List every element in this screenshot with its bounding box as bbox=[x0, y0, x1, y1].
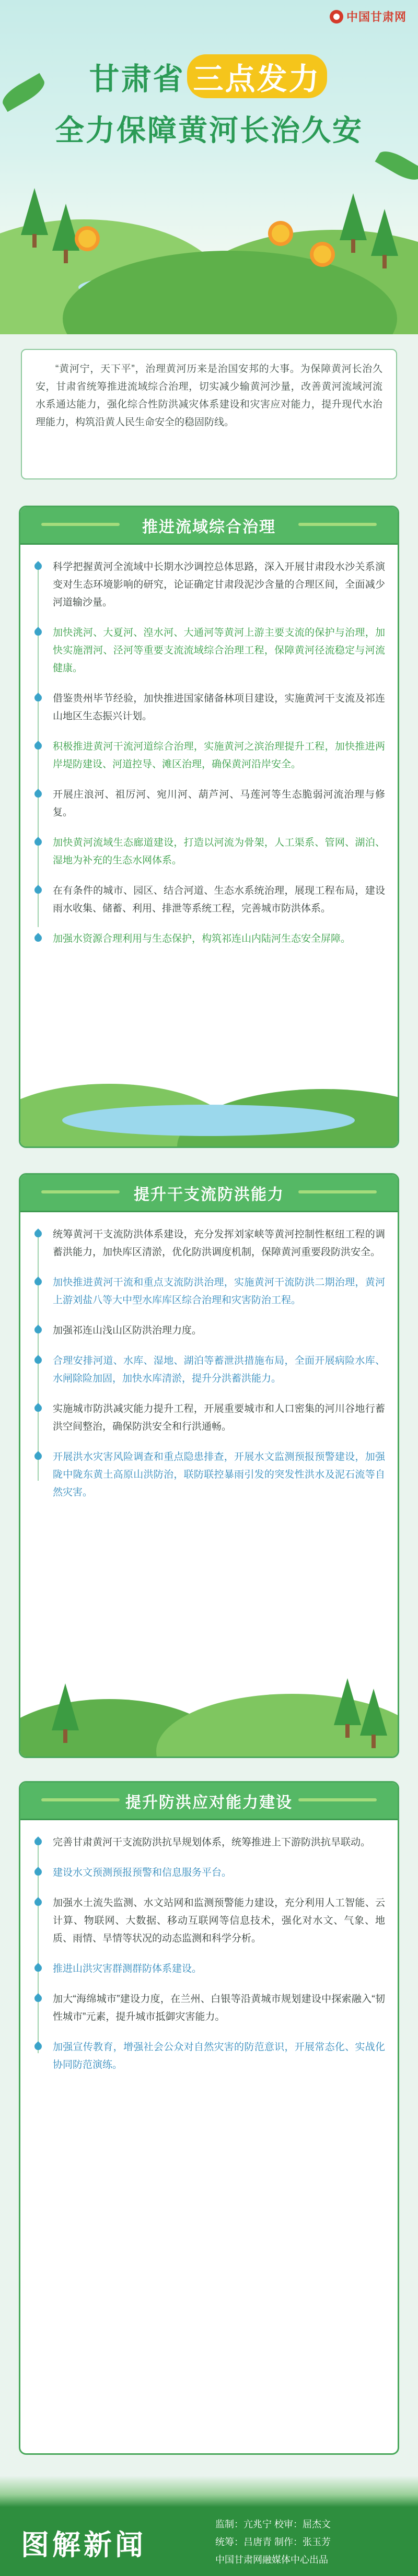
water-drop-icon bbox=[33, 1867, 43, 1879]
tree-icon bbox=[360, 1689, 387, 1736]
item-text: 加快黄河流域生态廊道建设，打造以河流为骨架，人工渠系、管网、湖泊、湿地为补充的生态水网体系。 bbox=[53, 837, 385, 866]
list-item bbox=[33, 882, 385, 918]
water-drop-icon bbox=[33, 789, 43, 801]
water-drop-icon bbox=[33, 1229, 43, 1240]
list-item bbox=[33, 558, 385, 612]
footer-grass-art bbox=[0, 2476, 418, 2507]
footer bbox=[0, 2476, 418, 2576]
list-item bbox=[33, 1834, 385, 1852]
logo-icon bbox=[330, 10, 343, 24]
section-body bbox=[20, 1820, 398, 2074]
headline-region: 甘肃省 bbox=[89, 62, 185, 96]
credits-block bbox=[215, 2515, 403, 2569]
leaf-icon bbox=[375, 146, 418, 185]
water-drop-icon bbox=[33, 1898, 43, 1909]
list-item bbox=[33, 1274, 385, 1309]
list-item bbox=[33, 1322, 385, 1340]
water-drop-icon bbox=[33, 837, 43, 849]
item-text: 加快推进黄河干流和重点支流防洪治理，实施黄河干流防洪二期治理，黄河上游刘盐八等大中型水库库区综合治理和灾害防治工程。 bbox=[53, 1277, 385, 1306]
item-text: 加强祁连山浅山区防洪治理力度。 bbox=[53, 1325, 202, 1336]
list-item bbox=[33, 2039, 385, 2074]
item-text: 统筹黄河干支流防洪体系建设，充分发挥刘家峡等黄河控制性枢纽工程的调蓄洪能力，加快库区清淤，优化防洪调度机制，保障黄河重要段防洪安全。 bbox=[53, 1229, 385, 1258]
item-text: 完善甘肃黄河干支流防洪抗旱规划体系，统筹推进上下游防洪抗旱联动。 bbox=[53, 1837, 371, 1848]
headline-line2: 全力保障黄河长治久安 bbox=[55, 114, 363, 147]
section-title: 提升干支流防洪能力 bbox=[134, 1186, 284, 1203]
water-drop-icon bbox=[33, 561, 43, 573]
water-drop-icon bbox=[33, 1994, 43, 2005]
list-item bbox=[33, 930, 385, 948]
logo-text: 中国甘肃网 bbox=[346, 10, 407, 24]
item-text: 实施城市防洪减灾能力提升工程，开展重要城市和人口密集的河川谷地行蓄洪空间整治，确保防洪安全和行洪通畅。 bbox=[53, 1403, 385, 1432]
item-text: 科学把握黄河全流域中长期水沙调控总体思路，深入开展甘肃段水沙关系演变对生态环境影响的研究，论证确定甘肃段泥沙含量的合理区间，全面减少河道输沙量。 bbox=[53, 561, 385, 608]
list-item bbox=[33, 1226, 385, 1261]
item-text: 推进山洪灾害群测群防体系建设。 bbox=[53, 1963, 202, 1974]
list-item bbox=[33, 1960, 385, 1978]
section-body bbox=[20, 1212, 398, 1502]
section-header bbox=[20, 507, 398, 545]
river-landscape-illustration bbox=[20, 1068, 398, 1146]
tree-icon bbox=[371, 209, 398, 256]
item-text: 开展洪水灾害风险调查和重点隐患排查，开展水文监测预报预警建设，加强陇中陇东黄土高原山洪防治，联防联控暴雨引发的突发性洪水及泥石流等自然灾害。 bbox=[53, 1451, 385, 1498]
section-body bbox=[20, 545, 398, 948]
flower-icon bbox=[272, 225, 289, 242]
section-basin-governance bbox=[19, 506, 399, 1148]
tree-icon bbox=[340, 193, 367, 240]
list-item bbox=[33, 786, 385, 822]
list-item bbox=[33, 624, 385, 677]
flower-icon bbox=[314, 245, 331, 263]
section-title: 提升防洪应对能力建设 bbox=[125, 1794, 293, 1811]
water-drop-icon bbox=[33, 1837, 43, 1848]
item-text: 合理安排河道、水库、湿地、湖泊等蓄泄洪措施布局，全面开展病险水库、水闸除险加固，加快水库清淤，提升分洪蓄洪能力。 bbox=[53, 1355, 385, 1384]
section-response-capacity bbox=[19, 1781, 399, 2455]
section-header bbox=[20, 1175, 398, 1212]
credit-line: 监制：亢兆宁 校审：屈杰文 bbox=[215, 2519, 331, 2530]
tree-icon bbox=[52, 1683, 79, 1730]
water-drop-icon bbox=[33, 627, 43, 639]
water-drop-icon bbox=[33, 1403, 43, 1415]
credit-line: 统筹：吕唐青 制作：张玉芳 bbox=[215, 2537, 331, 2547]
water-drop-icon bbox=[33, 1963, 43, 1975]
section-title: 推进流域综合治理 bbox=[142, 518, 276, 536]
list-item bbox=[33, 1894, 385, 1948]
water-drop-icon bbox=[33, 1277, 43, 1289]
item-text: 加强水资源合理利用与生态保护，构筑祁连山内陆河生态安全屏障。 bbox=[53, 933, 351, 944]
water-drop-icon bbox=[33, 1355, 43, 1367]
item-text: 加快洮河、大夏河、湟水河、大通河等黄河上游主要支流的保护与治理，加快实施渭河、泾河等重要支流流域综合治理工程，保障黄河径流稳定与河流健康。 bbox=[53, 627, 385, 674]
water-drop-icon bbox=[33, 885, 43, 897]
footer-brand: 图解新闻 bbox=[21, 2530, 146, 2561]
water-drop-icon bbox=[33, 1325, 43, 1337]
list-item bbox=[33, 738, 385, 774]
list-item bbox=[33, 690, 385, 725]
item-text: 加大“海绵城市”建设力度，在兰州、白银等沿黄城市规划建设中探索融入“韧性城市”元素，提升城市抵御灾害能力。 bbox=[53, 1994, 385, 2022]
list-item bbox=[33, 1352, 385, 1388]
item-text: 借鉴贵州毕节经验，加快推进国家储备林项目建设，实施黄河干支流及祁连山地区生态振兴计划。 bbox=[53, 693, 385, 722]
list-item bbox=[33, 1864, 385, 1882]
item-text: 开展庄浪河、祖厉河、宛川河、葫芦河、马莲河等生态脆弱河流治理与修复。 bbox=[53, 789, 385, 818]
list-item bbox=[33, 1448, 385, 1502]
flower-icon bbox=[78, 230, 96, 248]
mountain-landscape-illustration bbox=[20, 1678, 398, 1757]
tree-icon bbox=[334, 1678, 361, 1725]
tree-icon bbox=[21, 188, 48, 235]
item-text: 积极推进黄河干流河道综合治理，实施黄河之滨治理提升工程，加快推进两岸堤防建设、河道控导、滩区治理，确保黄河沿岸安全。 bbox=[53, 741, 385, 770]
headline-highlight: 三点发力 bbox=[187, 54, 327, 98]
water-drop-icon bbox=[33, 693, 43, 705]
site-logo[interactable] bbox=[330, 8, 407, 25]
credit-line: 中国甘肃网融媒体中心出品 bbox=[215, 2555, 328, 2565]
headline-line1 bbox=[0, 54, 418, 98]
list-item bbox=[33, 1990, 385, 2026]
list-item bbox=[33, 834, 385, 870]
section-flood-control bbox=[19, 1173, 399, 1758]
water-drop-icon bbox=[33, 1451, 43, 1463]
section-header bbox=[20, 1783, 398, 1820]
water-drop-icon bbox=[33, 741, 43, 753]
intro-text: “黄河宁，天下平”，治理黄河历来是治国安邦的大事。为保障黄河长治久安，甘肃省统筹推进流域综合治理，切实减少输黄河沙量，改善黄河流域河流水系通达能力，强化综合性防洪减灾体系建设和灾害应对能力，提升现代水治理能力，构筑沿黄人民生命安全的稳固防线。 bbox=[21, 349, 397, 479]
item-text: 加强宣传教育，增强社会公众对自然灾害的防范意识，开展常态化、实战化协同防范演练。 bbox=[53, 2042, 385, 2070]
item-text: 建设水文预测预报预警和信息服务平台。 bbox=[53, 1867, 232, 1878]
list-item bbox=[33, 1400, 385, 1436]
tree-icon bbox=[52, 204, 79, 251]
water-drop-icon bbox=[33, 933, 43, 945]
water-drop-icon bbox=[33, 2042, 43, 2053]
item-text: 在有条件的城市、园区、结合河道、生态水系统治理，展现工程布局，建设雨水收集、储蓄、利用、排泄等系统工程，完善城市防洪体系。 bbox=[53, 885, 385, 914]
header-banner bbox=[0, 0, 418, 334]
item-text: 加强水土流失监测、水文站网和监测预警能力建设，充分利用人工智能、云计算、物联网、大数据、移动互联网等信息技术，强化对水文、气象、地质、雨情、旱情等状况的动态监测和科学分析。 bbox=[53, 1898, 385, 1944]
